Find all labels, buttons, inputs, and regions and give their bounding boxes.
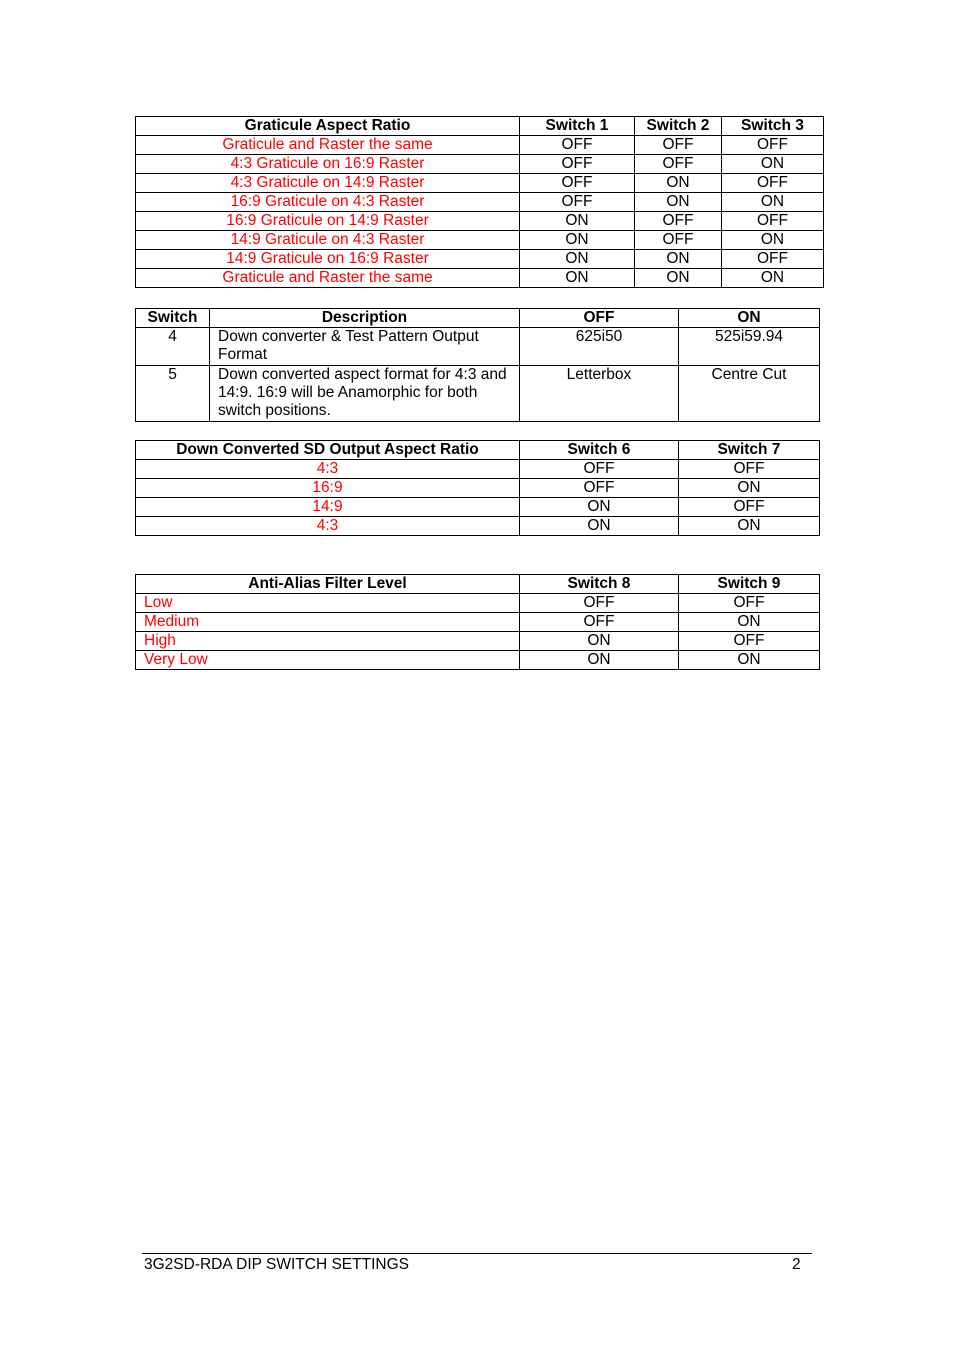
table-row	[136, 155, 824, 174]
filter-level-cell: Very Low	[136, 651, 520, 670]
switch-2-cell: OFF	[635, 231, 722, 250]
switch-1-cell: ON	[520, 269, 635, 288]
table-row	[136, 479, 820, 498]
switch-2-cell: ON	[635, 193, 722, 212]
table-row	[136, 212, 824, 231]
switch-9-cell: ON	[679, 613, 820, 632]
anti-alias-filter-table	[135, 574, 820, 670]
switch-9-cell: OFF	[679, 632, 820, 651]
table-row	[136, 366, 820, 422]
column-header: Switch 2	[635, 117, 722, 136]
table-row	[136, 136, 824, 155]
switch-1-cell: OFF	[520, 155, 635, 174]
table-row	[136, 193, 824, 212]
switch-9-cell: ON	[679, 651, 820, 670]
aspect-ratio-cell: 16:9	[136, 479, 520, 498]
switch-7-cell: OFF	[679, 460, 820, 479]
table-row	[136, 328, 820, 366]
switch-8-cell: ON	[520, 632, 679, 651]
switch-3-cell: ON	[722, 155, 824, 174]
switch-8-cell: ON	[520, 651, 679, 670]
aspect-ratio-cell: 4:3 Graticule on 14:9 Raster	[136, 174, 520, 193]
on-value-cell: Centre Cut	[679, 366, 820, 422]
column-header: Switch 3	[722, 117, 824, 136]
switch-8-cell: OFF	[520, 613, 679, 632]
table-row	[136, 517, 820, 536]
footer-divider	[142, 1253, 812, 1254]
aspect-ratio-cell: 14:9 Graticule on 4:3 Raster	[136, 231, 520, 250]
switch-8-cell: OFF	[520, 594, 679, 613]
switch-1-cell: ON	[520, 212, 635, 231]
aspect-ratio-cell: 14:9 Graticule on 16:9 Raster	[136, 250, 520, 269]
table-row	[136, 613, 820, 632]
column-header: Switch 8	[520, 575, 679, 594]
switch-3-cell: OFF	[722, 174, 824, 193]
table-header-row	[136, 117, 824, 136]
switch-1-cell: OFF	[520, 136, 635, 155]
column-header: Graticule Aspect Ratio	[136, 117, 520, 136]
switch-1-cell: ON	[520, 250, 635, 269]
column-header: Anti-Alias Filter Level	[136, 575, 520, 594]
column-header: ON	[679, 309, 820, 328]
column-header: Switch	[136, 309, 210, 328]
filter-level-cell: Low	[136, 594, 520, 613]
table-row	[136, 651, 820, 670]
description-cell: Down converted aspect format for 4:3 and 14:9. 16:9 will be Anamorphic for both switch positions.	[210, 366, 520, 422]
table-header-row	[136, 309, 820, 328]
switch-2-cell: OFF	[635, 155, 722, 174]
aspect-ratio-cell: 4:3	[136, 460, 520, 479]
switch-number-cell: 4	[136, 328, 210, 366]
switch-7-cell: ON	[679, 517, 820, 536]
aspect-ratio-cell: Graticule and Raster the same	[136, 136, 520, 155]
switch-2-cell: ON	[635, 269, 722, 288]
description-cell: Down converter & Test Pattern Output Format	[210, 328, 520, 366]
aspect-ratio-cell: 16:9 Graticule on 4:3 Raster	[136, 193, 520, 212]
switch-2-cell: ON	[635, 250, 722, 269]
table-row	[136, 269, 824, 288]
switch-number-cell: 5	[136, 366, 210, 422]
table-row	[136, 594, 820, 613]
table-row	[136, 498, 820, 517]
switch-2-cell: OFF	[635, 136, 722, 155]
switch-3-cell: OFF	[722, 136, 824, 155]
aspect-ratio-cell: 16:9 Graticule on 14:9 Raster	[136, 212, 520, 231]
column-header: Switch 9	[679, 575, 820, 594]
table-row	[136, 460, 820, 479]
table-row	[136, 231, 824, 250]
switch-9-cell: OFF	[679, 594, 820, 613]
switch-1-cell: OFF	[520, 193, 635, 212]
aspect-ratio-cell: 4:3	[136, 517, 520, 536]
filter-level-cell: High	[136, 632, 520, 651]
table-row	[136, 250, 824, 269]
footer-title: 3G2SD-RDA DIP SWITCH SETTINGS	[144, 1256, 409, 1273]
switch-3-cell: OFF	[722, 212, 824, 231]
table-row	[136, 174, 824, 193]
switch-3-cell: ON	[722, 231, 824, 250]
column-header: Switch 7	[679, 441, 820, 460]
switch-1-cell: OFF	[520, 174, 635, 193]
off-value-cell: 625i50	[520, 328, 679, 366]
switch-2-cell: OFF	[635, 212, 722, 231]
on-value-cell: 525i59.94	[679, 328, 820, 366]
table-row	[136, 632, 820, 651]
graticule-aspect-ratio-table	[135, 116, 824, 288]
switch-description-table	[135, 308, 820, 422]
switch-3-cell: OFF	[722, 250, 824, 269]
switch-6-cell: OFF	[520, 479, 679, 498]
switch-3-cell: ON	[722, 193, 824, 212]
switch-6-cell: ON	[520, 517, 679, 536]
switch-6-cell: OFF	[520, 460, 679, 479]
column-header: Description	[210, 309, 520, 328]
sd-output-aspect-ratio-table	[135, 440, 820, 536]
aspect-ratio-cell: 4:3 Graticule on 16:9 Raster	[136, 155, 520, 174]
filter-level-cell: Medium	[136, 613, 520, 632]
switch-3-cell: ON	[722, 269, 824, 288]
switch-6-cell: ON	[520, 498, 679, 517]
off-value-cell: Letterbox	[520, 366, 679, 422]
page-number: 2	[792, 1256, 801, 1273]
column-header: Switch 1	[520, 117, 635, 136]
switch-7-cell: OFF	[679, 498, 820, 517]
aspect-ratio-cell: 14:9	[136, 498, 520, 517]
table-header-row	[136, 441, 820, 460]
switch-2-cell: ON	[635, 174, 722, 193]
column-header: OFF	[520, 309, 679, 328]
switch-7-cell: ON	[679, 479, 820, 498]
switch-1-cell: ON	[520, 231, 635, 250]
table-header-row	[136, 575, 820, 594]
column-header: Down Converted SD Output Aspect Ratio	[136, 441, 520, 460]
aspect-ratio-cell: Graticule and Raster the same	[136, 269, 520, 288]
column-header: Switch 6	[520, 441, 679, 460]
